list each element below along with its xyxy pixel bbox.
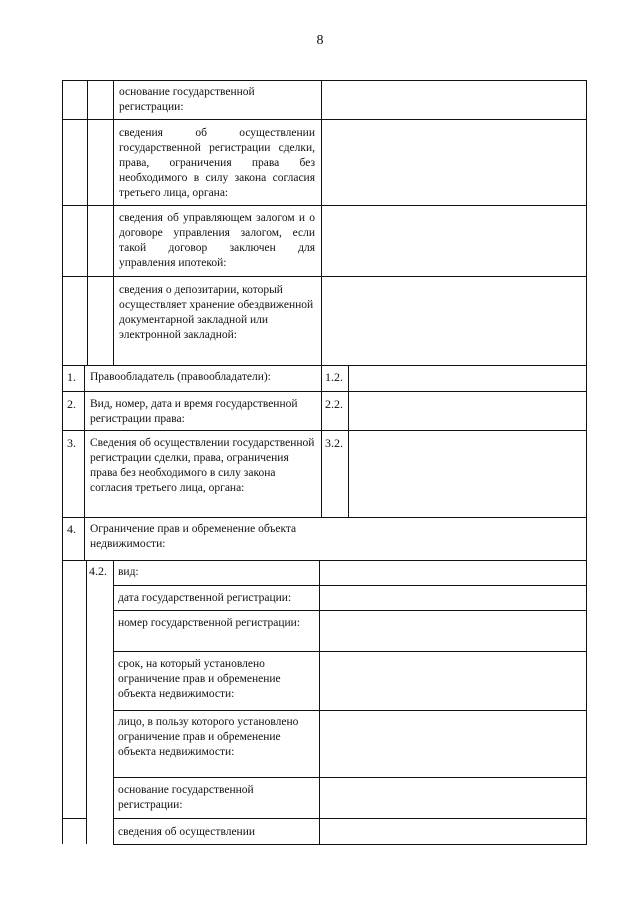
page-number: 8	[316, 33, 324, 48]
row-3-label: Сведения об осуществлении государственной регистрации сделки, права, ограничения права без необходимого в силу закона согласия третьего лица, органа:	[90, 437, 315, 494]
restriction-consent-label: сведения об осуществлении	[118, 826, 256, 838]
upper-row-0-label: основание государственной регистрации:	[119, 86, 255, 113]
restriction-beneficiary-label: лицо, в пользу которого установлено ограничение прав и обременение объекта недвижимости:	[118, 716, 299, 758]
row-2-code: 2.2.	[325, 397, 343, 411]
restriction-term-label: срок, на который установлено ограничение прав и обременение объекта недвижимости:	[118, 658, 281, 700]
row-1-label: Правообладатель (правообладатели):	[90, 371, 271, 383]
row-4-label: Ограничение прав и обременение объекта недвижимости:	[90, 523, 297, 550]
upper-row-3-label: сведения о депозитарии, который осуществляет хранение обездвиженной документарной закладной или электронной закладной:	[119, 284, 314, 341]
restriction-basis-label: основание государственной регистрации:	[118, 784, 254, 811]
row-3-number: 3.	[67, 436, 76, 450]
row-4-number: 4.	[67, 522, 76, 536]
restriction-registration-number-label: номер государственной регистрации:	[118, 617, 301, 629]
row-2-number: 2.	[67, 397, 76, 411]
restriction-type-label: вид:	[118, 566, 139, 578]
row-1-code: 1.2.	[325, 370, 343, 384]
upper-row-2-label: сведения об управляющем залогом и о договоре управления залогом, если такой договор заключен для управления ипотекой:	[119, 212, 315, 269]
row-1-number: 1.	[67, 370, 76, 384]
row-3-code: 3.2.	[325, 436, 343, 450]
restriction-registration-date-label: дата государственной регистрации:	[118, 592, 292, 604]
row-2-label: Вид, номер, дата и время государственной регистрации права:	[90, 398, 298, 425]
upper-row-1-label: сведения об осуществлении государственной регистрации сделки, права, ограничения права без необходимого в силу закона согласия третьего лица, органа:	[119, 127, 315, 199]
restriction-code: 4.2.	[89, 564, 107, 578]
